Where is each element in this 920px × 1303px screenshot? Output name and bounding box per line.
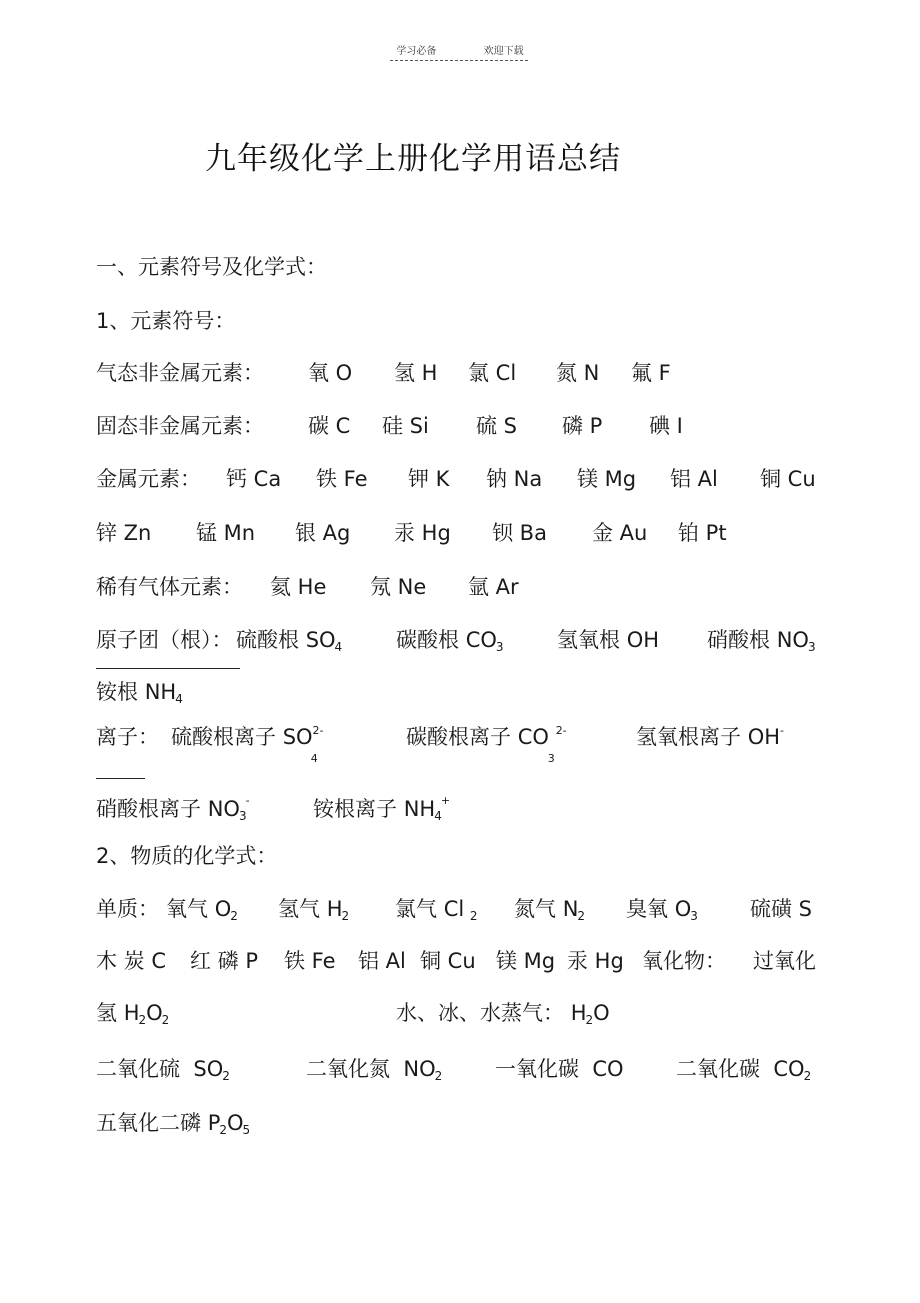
element-item: 铁 Fe [316, 467, 368, 491]
row-label: 单质： [96, 897, 159, 921]
substance-item: 铁 Fe [284, 949, 336, 973]
row-label: 固态非金属元素： [96, 414, 264, 438]
radical-carbonate: 碳酸根 $CO_3$ [396, 628, 504, 654]
ion-sulfate: 硫酸根离子 SO 2- 4 [171, 724, 324, 765]
element-item: 氮 N [556, 361, 600, 385]
element-item: 氧 O [308, 361, 353, 385]
row-label: 气态非金属元素： [96, 361, 264, 385]
element-item: 氖 Ne [370, 575, 427, 599]
element-item: 钡 Ba [492, 521, 547, 545]
element-item: 钾 K [408, 467, 450, 491]
section-heading: 一、元素符号及化学式： [96, 255, 327, 279]
ion-carbonate: 碳酸根离子 CO 2- 3 [406, 724, 567, 765]
substance-water: 水、冰、水蒸气： $H_2O$ [396, 1001, 610, 1027]
element-item: 磷 P [562, 414, 603, 438]
ion-ammonium: 铵根离子 $NH_4^+$ [313, 794, 451, 823]
element-item: 氟 F [631, 361, 671, 385]
substance-item: 过氧化 [753, 949, 816, 973]
substance-item: 铝 Al [358, 949, 406, 973]
header-divider [390, 60, 528, 61]
oxide-item: 二氧化硫 $SO_2$ [96, 1057, 230, 1083]
element-item: 氦 He [270, 575, 327, 599]
radical-nitrate: 硝酸根 $NO_3$ [707, 628, 816, 654]
underline [96, 668, 240, 669]
substance-o3: 臭氧 $O_3$ [626, 897, 698, 923]
substance-h2: 氢气 $H_2$ [278, 897, 350, 923]
substance-n2: 氮气 $N_2$ [514, 897, 586, 923]
element-item: 硅 Si [382, 414, 429, 438]
element-item: 氢 H [394, 361, 438, 385]
header-right: 欢迎下载 [483, 46, 524, 57]
element-item: 硫 S [476, 414, 518, 438]
oxide-item: 二氧化氮 $NO_2$ [306, 1057, 443, 1083]
element-item: 铝 Al [670, 467, 718, 491]
substance-item: 木 炭 C [96, 949, 167, 973]
substance-cl2: 氯气 Cl $_2$ [395, 897, 478, 923]
radical-hydroxide: 氢氧根 OH [557, 628, 660, 652]
substance-item: 氧化物： [642, 949, 726, 973]
row-label: 稀有气体元素： [96, 575, 243, 599]
row-label: 金属元素： [96, 467, 201, 491]
page-header [0, 42, 920, 57]
header-left: 学习必备 [396, 46, 437, 57]
substance-item: 镁 Mg [496, 949, 556, 973]
element-item: 铜 Cu [760, 467, 816, 491]
row-label: 离子： [96, 725, 159, 749]
substance-item: 红 磷 P [190, 949, 259, 973]
radical-sulfate: 硫酸根 $SO_4$ [236, 628, 343, 654]
element-item: 镁 Mg [577, 467, 637, 491]
substance-h2o2: 氢 $H_2O_2$ [96, 1001, 170, 1027]
page-title: 九年级化学上册化学用语总结 [205, 141, 621, 177]
element-item: 银 Ag [295, 521, 351, 545]
oxide-item: 二氧化碳 $CO_2$ [676, 1057, 812, 1083]
ion-hydroxide: 氢氧根离子 OH - [636, 724, 784, 749]
substance-item: 汞 Hg [567, 949, 624, 973]
substance-p2o5: 五氧化二磷 $P_2O_5$ [96, 1111, 251, 1137]
element-item: 碳 C [308, 414, 351, 438]
element-item: 汞 Hg [394, 521, 451, 545]
subsection-heading: 2、物质的化学式： [96, 844, 278, 868]
subsection-heading: 1、元素符号： [96, 309, 236, 333]
substance-s: 硫磺 S [750, 897, 813, 921]
element-item: 钙 Ca [226, 467, 282, 491]
element-item: 锌 Zn [96, 521, 152, 545]
element-item: 氩 Ar [468, 575, 519, 599]
radical-ammonium: 铵根 $NH_4$ [96, 680, 183, 706]
element-item: 钠 Na [486, 467, 543, 491]
row-label: 原子团（根）： [96, 628, 233, 652]
ion-nitrate: 硝酸根离子 $NO_3^-$ [96, 794, 250, 823]
substance-o2: 氧气 $O_2$ [166, 897, 238, 923]
element-item: 氯 Cl [468, 361, 517, 385]
element-item: 铂 Pt [678, 521, 727, 545]
element-item: 锰 Mn [196, 521, 256, 545]
oxide-item: 一氧化碳 CO [495, 1057, 624, 1081]
element-item: 金 Au [592, 521, 648, 545]
element-item: 碘 I [649, 414, 683, 438]
substance-item: 铜 Cu [420, 949, 476, 973]
underline [96, 778, 145, 779]
